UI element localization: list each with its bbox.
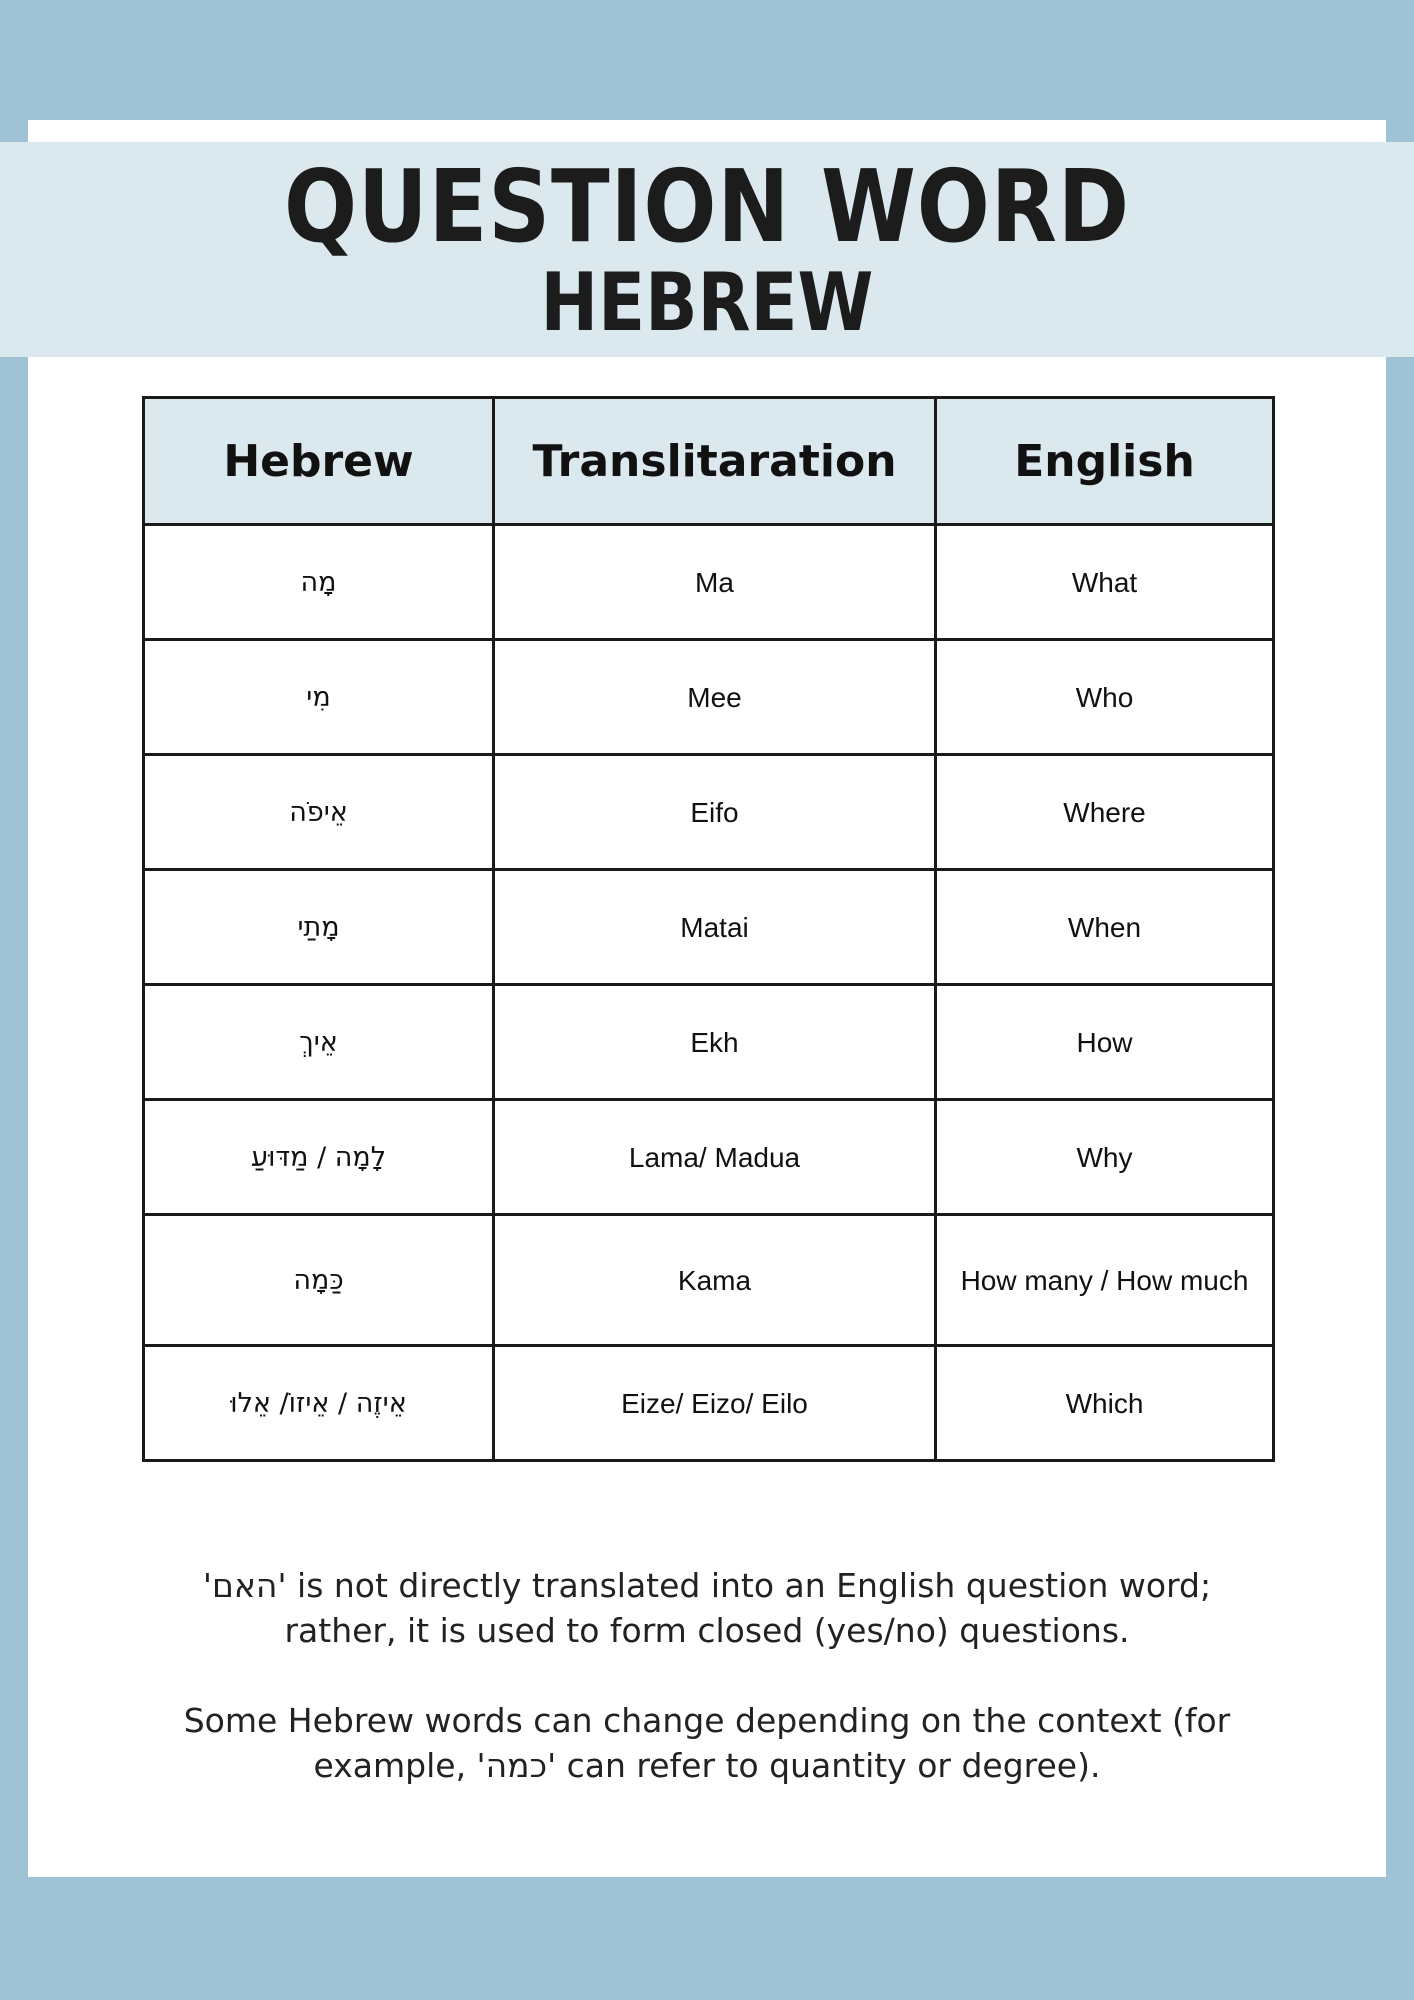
transliteration-cell: Eize/ Eizo/ Eilo bbox=[494, 1346, 936, 1461]
page-title: QUESTION WORD bbox=[283, 148, 1131, 265]
hebrew-cell: מָתַי bbox=[144, 870, 494, 985]
table-row bbox=[144, 1100, 1274, 1215]
table-row bbox=[144, 985, 1274, 1100]
transliteration-cell: Eifo bbox=[494, 755, 936, 870]
transliteration-cell: Ma bbox=[494, 525, 936, 640]
table-header-row bbox=[144, 398, 1274, 525]
column-header-english: English bbox=[936, 398, 1274, 525]
table-row bbox=[144, 870, 1274, 985]
transliteration-cell: Mee bbox=[494, 640, 936, 755]
hebrew-cell: מִי bbox=[144, 640, 494, 755]
transliteration-cell: Kama bbox=[494, 1215, 936, 1346]
english-cell: How bbox=[936, 985, 1274, 1100]
table-row bbox=[144, 640, 1274, 755]
hebrew-cell: אֵיךְ bbox=[144, 985, 494, 1100]
english-cell: Where bbox=[936, 755, 1274, 870]
english-cell: Why bbox=[936, 1100, 1274, 1215]
transliteration-cell: Matai bbox=[494, 870, 936, 985]
english-cell: Who bbox=[936, 640, 1274, 755]
hebrew-cell: אֵיפֹה bbox=[144, 755, 494, 870]
hebrew-cell: כַּמָה bbox=[144, 1215, 494, 1346]
english-cell: What bbox=[936, 525, 1274, 640]
page-subtitle: HEBREW bbox=[540, 256, 874, 349]
note-context: Some Hebrew words can change depending on the context (for example, 'כמה' can refer to quantity or degree). bbox=[183, 1701, 1231, 1785]
transliteration-cell: Ekh bbox=[494, 985, 936, 1100]
note-ha-im: 'האם' is not directly translated into an English question word; rather, it is used to form closed (yes/no) questions. bbox=[202, 1566, 1212, 1650]
column-header-hebrew: Hebrew bbox=[144, 398, 494, 525]
english-cell: How many / How much bbox=[936, 1215, 1274, 1346]
table-row bbox=[144, 1346, 1274, 1461]
question-words-table bbox=[142, 396, 1275, 1462]
column-header-transliteration: Translitaration bbox=[494, 398, 936, 525]
hebrew-cell: לָמָה / מַדּוּעַ bbox=[144, 1100, 494, 1215]
english-cell: Which bbox=[936, 1346, 1274, 1461]
transliteration-cell: Lama/ Madua bbox=[494, 1100, 936, 1215]
table-row bbox=[144, 525, 1274, 640]
table-row bbox=[144, 1215, 1274, 1346]
hebrew-cell: אֵיזֶה / אֵיזוֹ/ אֵלוּ bbox=[144, 1346, 494, 1461]
english-cell: When bbox=[936, 870, 1274, 985]
table-row bbox=[144, 755, 1274, 870]
hebrew-cell: מָה bbox=[144, 525, 494, 640]
